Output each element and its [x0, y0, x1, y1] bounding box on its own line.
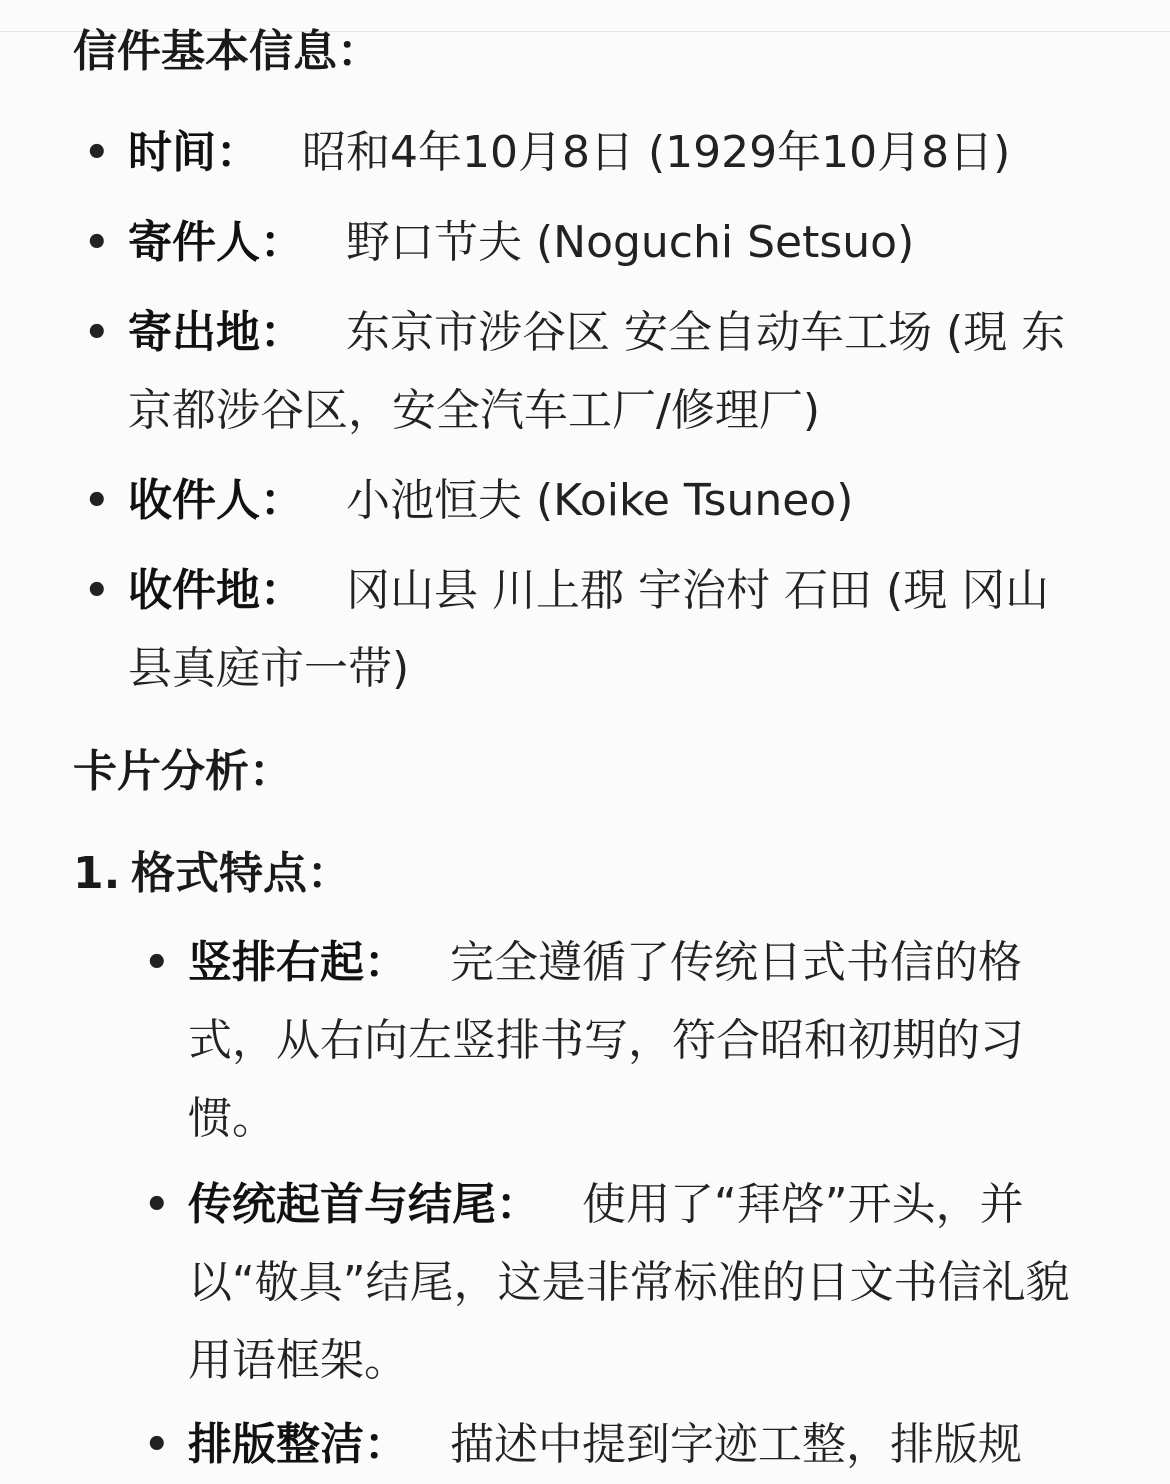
item-label: 寄出地： [128, 307, 304, 358]
bullet-icon: • [144, 940, 170, 986]
item-value: 完全遵循了传统日式书信的格式，从右向左竖排书写，符合昭和初期的习惯。 [188, 937, 1024, 1144]
list-item-time [84, 114, 1088, 192]
list-item-origin [84, 294, 1088, 450]
bullet-icon: • [144, 1182, 170, 1228]
section-heading-letter-info: 信件基本信息： [73, 26, 381, 77]
bullet-icon: • [84, 568, 110, 614]
item-label: 竖排右起： [188, 937, 408, 988]
item-label: 时间： [128, 127, 260, 178]
list-item-recipient [84, 462, 1088, 540]
item-value: 昭和4年10月8日 (1929年10月8日) [302, 127, 1011, 178]
item-value: 冈山县 川上郡 宇治村 石田 (現 冈山县真庭市一带) [128, 565, 1050, 694]
list-item-neat-layout [144, 1406, 1108, 1484]
item-value: 野口节夫 (Noguchi Setsuo) [346, 217, 915, 268]
list-item-traditional-opening-closing [144, 1166, 1108, 1400]
list-number: 1. [73, 848, 121, 899]
bullet-icon: • [84, 130, 110, 176]
item-label: 收件人： [128, 475, 304, 526]
bullet-icon: • [84, 220, 110, 266]
list-item-destination [84, 552, 1088, 708]
item-label: 收件地： [128, 565, 304, 616]
item-value: 小池恒夫 (Koike Tsuneo) [346, 475, 854, 526]
bullet-icon: • [144, 1422, 170, 1468]
item-label: 传统起首与结尾： [188, 1179, 540, 1230]
bullet-icon: • [84, 310, 110, 356]
section-heading-card-analysis: 卡片分析： [73, 746, 293, 797]
item-value: 东京市涉谷区 安全自动车工场 (現 东京都涉谷区，安全汽车工厂/修理厂) [128, 307, 1066, 436]
bullet-icon: • [84, 478, 110, 524]
item-value: 使用了“拜啓”开头，并以“敬具”结尾，这是非常标准的日文书信礼貌用语框架。 [188, 1179, 1070, 1386]
item-label: 寄件人： [128, 217, 304, 268]
list-item-vertical-layout [144, 924, 1108, 1158]
item-label: 排版整洁： [188, 1419, 408, 1470]
list-item-sender [84, 204, 1088, 282]
numbered-heading-title: 格式特点： [131, 848, 351, 899]
item-value: 描述中提到字迹工整，排版规 [450, 1419, 1022, 1470]
numbered-heading-format [73, 848, 351, 900]
